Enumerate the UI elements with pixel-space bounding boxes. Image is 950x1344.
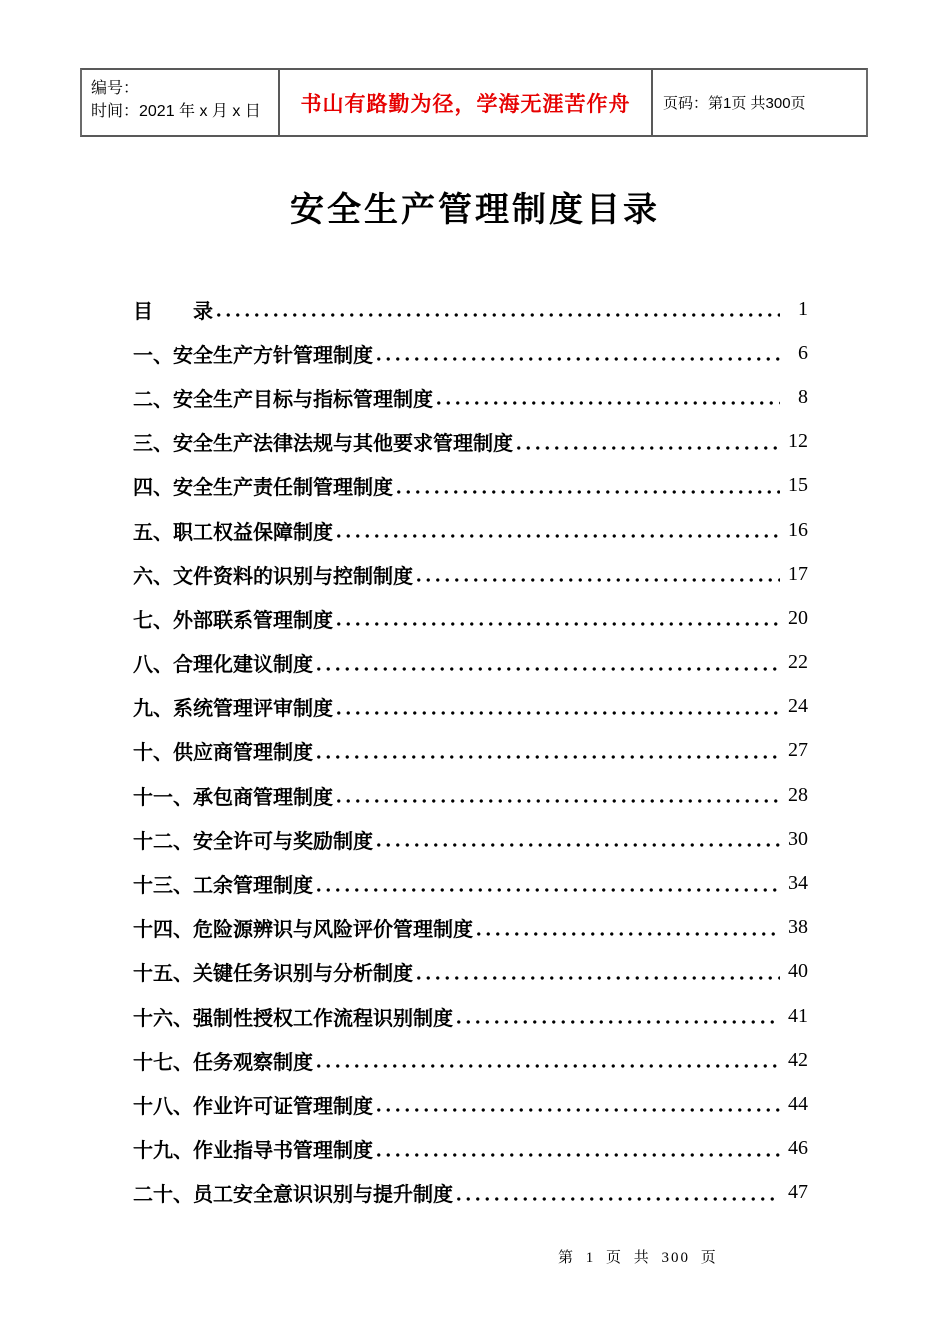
- dot-leader: [334, 697, 780, 717]
- toc-entry-label: 八、合理化建议制度: [133, 654, 313, 677]
- dot-leader: [214, 299, 780, 319]
- toc-entry-label: 十六、强制性授权工作流程识别制度: [133, 1007, 453, 1030]
- dot-leader: [314, 653, 780, 673]
- toc-entry: [133, 685, 808, 729]
- dot-leader: [414, 564, 780, 584]
- dot-leader: [454, 1183, 780, 1203]
- header-table: [80, 68, 868, 137]
- toc-entry-page: 28: [788, 783, 808, 806]
- dot-leader: [334, 520, 780, 540]
- toc-entry: [133, 950, 808, 994]
- toc-entry-label: 十七、任务观察制度: [133, 1051, 313, 1074]
- toc-entry: [133, 331, 808, 375]
- toc-entry-page: 8: [798, 385, 808, 408]
- toc-entry-label: 六、文件资料的识别与控制制度: [133, 565, 413, 588]
- toc-entry-label: 三、安全生产法律法规与其他要求管理制度: [133, 433, 513, 456]
- toc-entry-label: 十八、作业许可证管理制度: [133, 1095, 373, 1118]
- dot-leader: [434, 387, 780, 407]
- toc-entry-page: 15: [788, 474, 808, 497]
- toc-entry: [133, 1171, 808, 1215]
- toc-entry: [133, 906, 808, 950]
- dot-leader: [334, 785, 780, 805]
- footer-page-number: 第 1 页 共 300 页: [558, 1250, 718, 1266]
- toc-entry-page: 22: [788, 651, 808, 674]
- toc-entry-label: 七、外部联系管理制度: [133, 609, 333, 632]
- slogan-text: 书山有路勤为径，学海无涯苦作舟: [300, 91, 631, 116]
- toc-entry-label: 十九、作业指导书管理制度: [133, 1140, 373, 1163]
- toc-entry-page: 47: [788, 1181, 808, 1204]
- toc-entry: [133, 552, 808, 596]
- page-info-text: 页码：第1页 共300页: [663, 95, 806, 112]
- doc-number-label: 编号：: [91, 80, 140, 97]
- toc-entry-page: 24: [788, 695, 808, 718]
- toc-entry-label: 十一、承包商管理制度: [133, 786, 333, 809]
- dot-leader: [314, 874, 780, 894]
- dot-leader: [374, 1139, 780, 1159]
- toc-entry-page: 38: [788, 916, 808, 939]
- dot-leader: [334, 608, 780, 628]
- toc-entry: [133, 375, 808, 419]
- header-cell-meta: [82, 70, 280, 135]
- toc-entry-label: 十三、工余管理制度: [133, 875, 313, 898]
- doc-time-label: 时间：2021 年 x 月 x 日: [91, 103, 261, 120]
- toc-entry-page: 30: [788, 827, 808, 850]
- dot-leader: [374, 829, 780, 849]
- dot-leader: [374, 1094, 780, 1114]
- header-cell-slogan: [280, 70, 653, 135]
- toc-entry: [133, 1082, 808, 1126]
- toc-entry-label: 二、安全生产目标与指标管理制度: [133, 388, 433, 411]
- toc-entry: [133, 729, 808, 773]
- dot-leader: [314, 1050, 780, 1070]
- toc-entry-page: 34: [788, 872, 808, 895]
- toc-entry-page: 40: [788, 960, 808, 983]
- toc-entry-page: 6: [798, 341, 808, 364]
- toc-entry: [133, 1038, 808, 1082]
- toc-entry-page: 27: [788, 739, 808, 762]
- dot-leader: [414, 962, 780, 982]
- toc-entry: [133, 287, 808, 331]
- toc-entry-page: 1: [798, 297, 808, 320]
- toc-entry-label: 十四、危险源辨识与风险评价管理制度: [133, 919, 473, 942]
- toc-entry-label: 十、供应商管理制度: [133, 742, 313, 765]
- toc-entry-label: 九、系统管理评审制度: [133, 698, 333, 721]
- dot-leader: [314, 741, 780, 761]
- toc-entry-label: 目 录: [133, 300, 213, 323]
- toc-entry: [133, 464, 808, 508]
- toc-entry: [133, 773, 808, 817]
- toc-entry-label: 一、安全生产方针管理制度: [133, 344, 373, 367]
- toc-entry-page: 44: [788, 1092, 808, 1115]
- dot-leader: [394, 476, 780, 496]
- toc-entry-label: 十二、安全许可与奖励制度: [133, 830, 373, 853]
- toc-entry-page: 20: [788, 606, 808, 629]
- dot-leader: [474, 918, 780, 938]
- dot-leader: [514, 432, 780, 452]
- toc-entry-label: 五、职工权益保障制度: [133, 521, 333, 544]
- toc-entry-label: 四、安全生产责任制管理制度: [133, 477, 393, 500]
- dot-leader: [454, 1006, 780, 1026]
- toc-entry-label: 二十、员工安全意识识别与提升制度: [133, 1184, 453, 1207]
- page-title: 安全生产管理制度目录: [290, 192, 660, 229]
- toc-entry-page: 12: [788, 430, 808, 453]
- toc-entry: [133, 994, 808, 1038]
- toc-entry: [133, 817, 808, 861]
- toc-entry-page: 16: [788, 518, 808, 541]
- dot-leader: [374, 343, 780, 363]
- toc-entry-label: 十五、关键任务识别与分析制度: [133, 963, 413, 986]
- toc-entry: [133, 420, 808, 464]
- toc-entry-page: 17: [788, 562, 808, 585]
- toc-entry-page: 41: [788, 1004, 808, 1027]
- toc-entry: [133, 641, 808, 685]
- table-of-contents: [133, 287, 808, 1215]
- toc-entry-page: 42: [788, 1048, 808, 1071]
- toc-entry: [133, 1127, 808, 1171]
- toc-entry-page: 46: [788, 1137, 808, 1160]
- toc-entry: [133, 861, 808, 905]
- toc-entry: [133, 596, 808, 640]
- toc-entry: [133, 508, 808, 552]
- header-cell-page-info: [653, 70, 866, 135]
